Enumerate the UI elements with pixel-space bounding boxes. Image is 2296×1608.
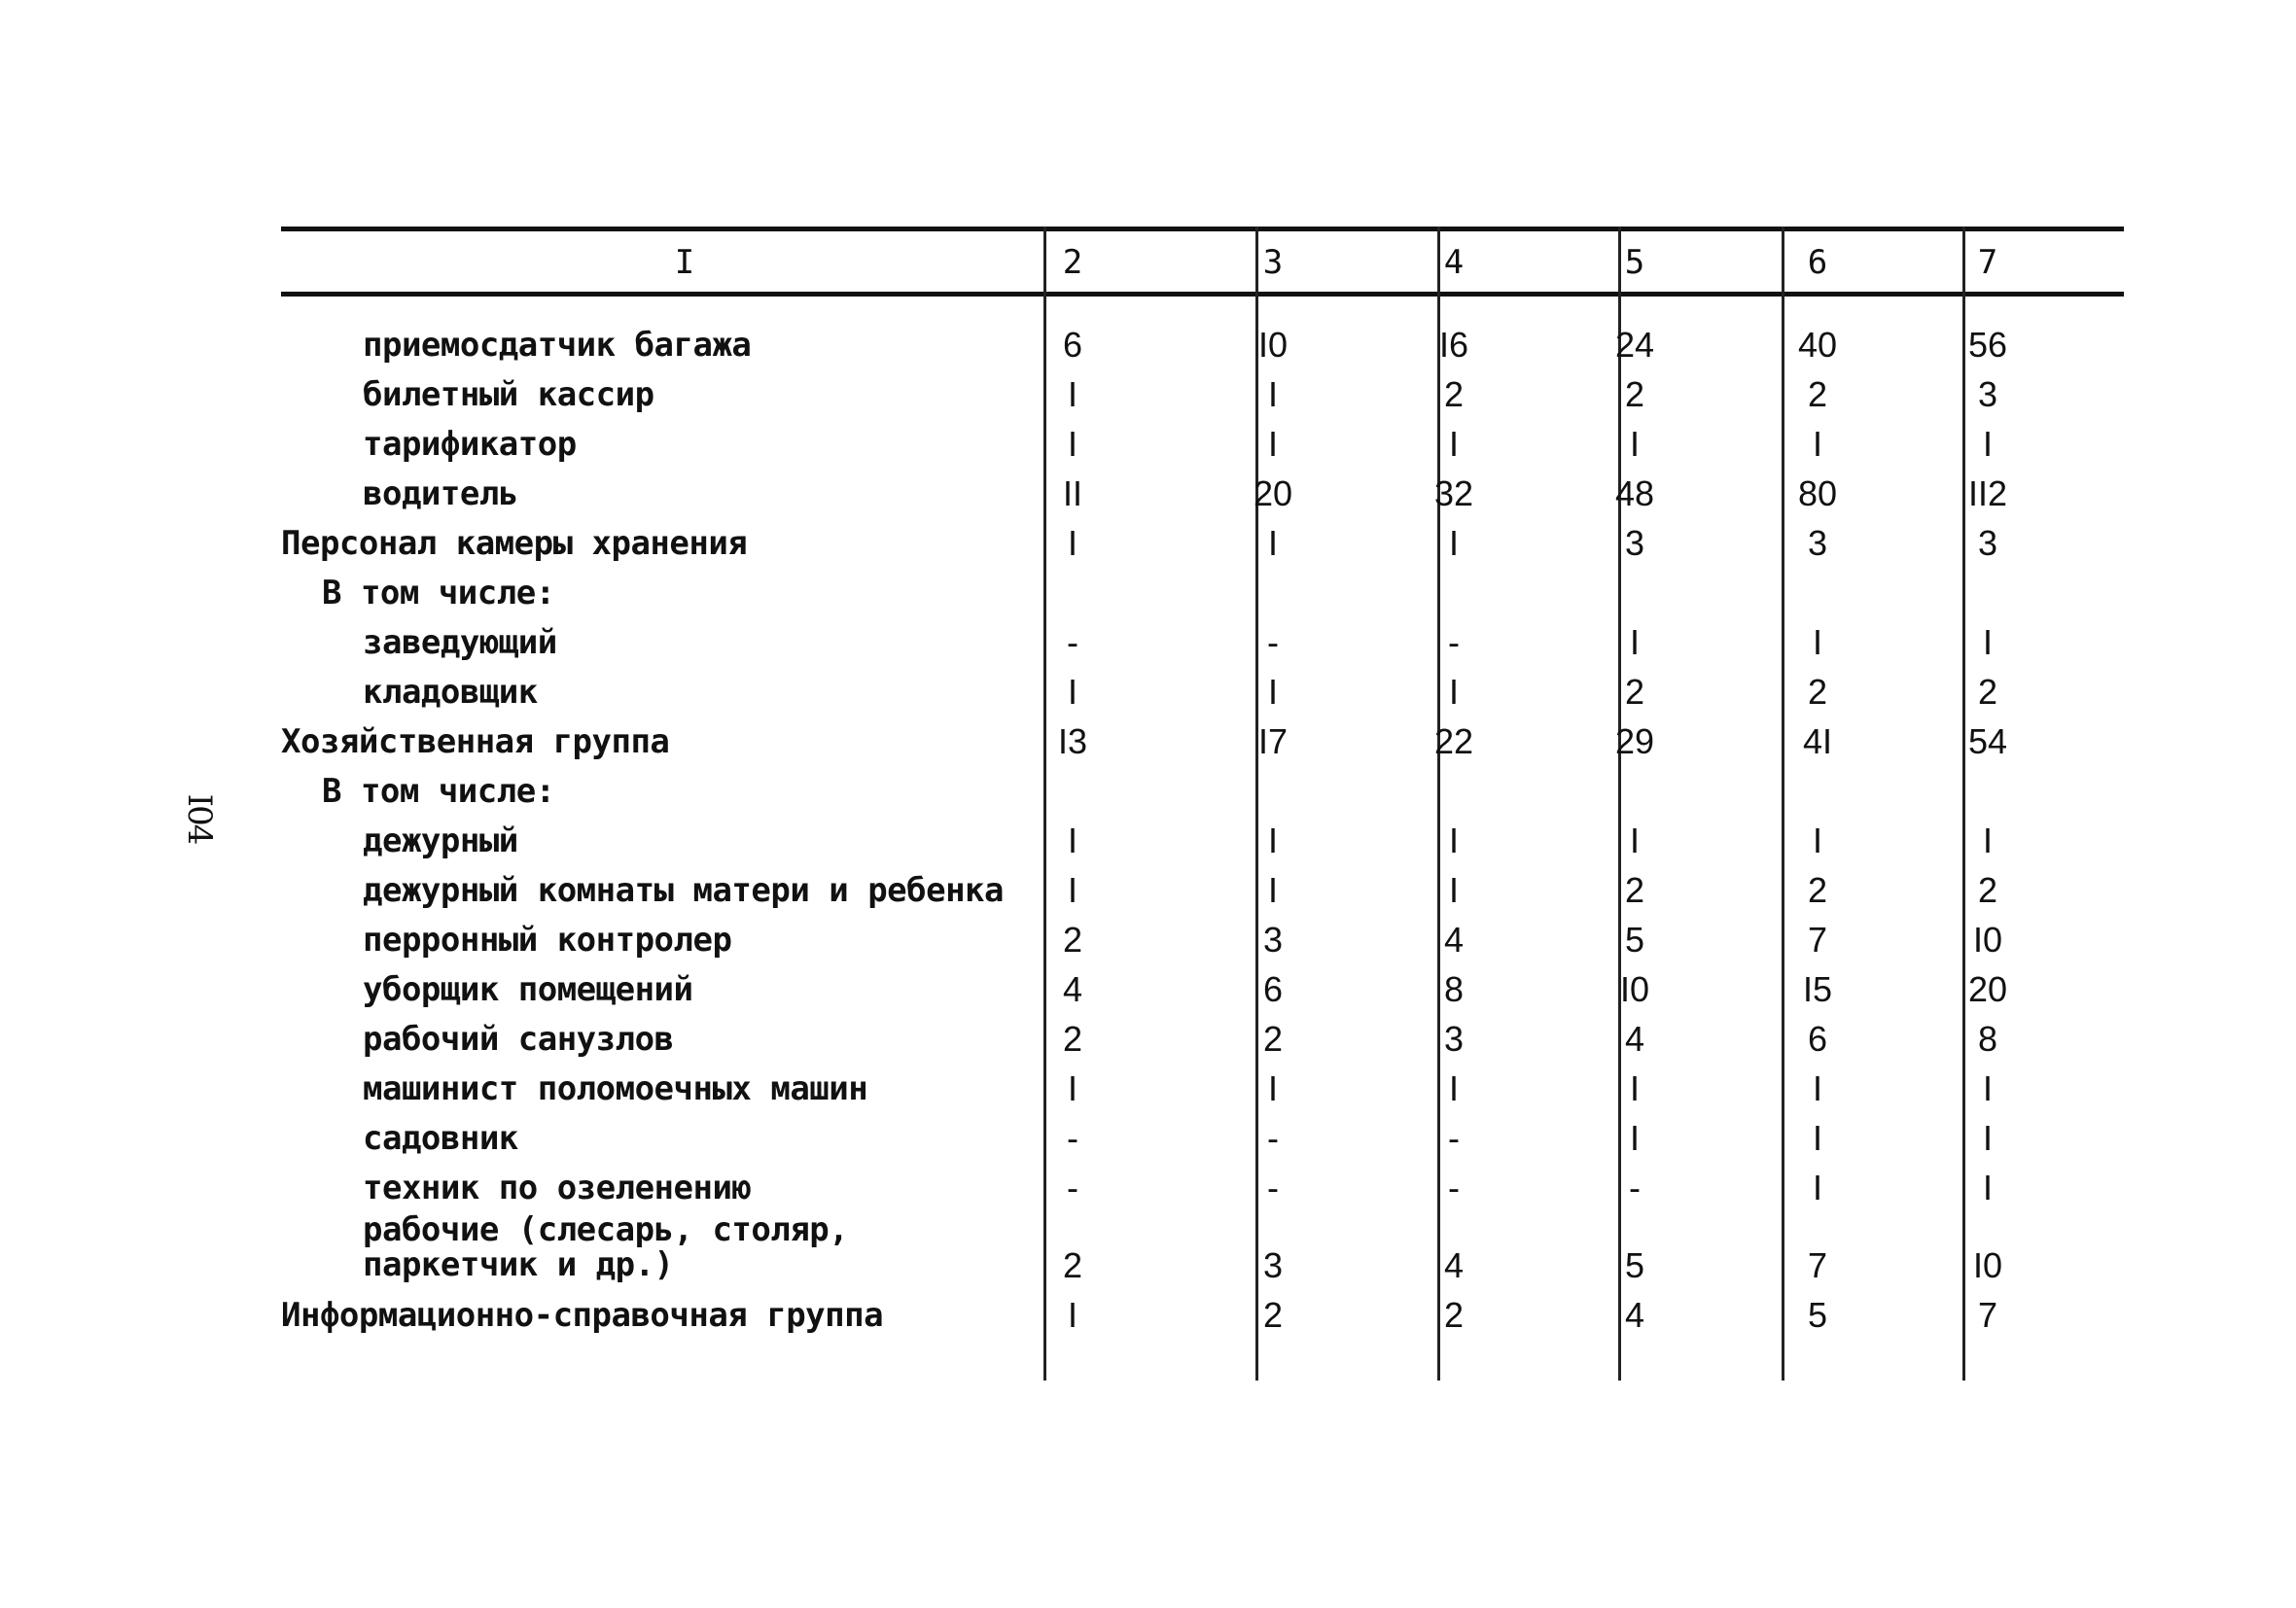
cell-col-6: 80 (1797, 472, 1838, 513)
table-row (281, 1064, 2124, 1113)
cell-col-7: I (1982, 621, 1993, 662)
cell-col-3: - (1267, 621, 1279, 662)
cell-col-2: 2 (1062, 919, 1083, 960)
table-row (281, 1014, 2124, 1064)
cell-col-7: 3 (1977, 522, 1998, 563)
cell-col-7: 3 (1977, 373, 1998, 414)
cell-col-2: I (1067, 423, 1077, 464)
cell-col-2: I (1067, 373, 1077, 414)
cell-col-5: 48 (1614, 472, 1655, 513)
row-label: водитель (363, 473, 518, 513)
cell-col-5: 5 (1624, 1244, 1645, 1285)
cell-col-6: 2 (1807, 373, 1828, 414)
row-label: В том числе: (322, 771, 555, 811)
row-label: Хозяйственная группа (281, 721, 670, 761)
cell-col-6: 5 (1807, 1294, 1828, 1335)
row-label: тарификатор (363, 424, 577, 464)
cell-col-3: 20 (1253, 472, 1293, 513)
table-row (281, 518, 2124, 568)
cell-col-3: I (1267, 1067, 1278, 1108)
cell-col-6: I (1812, 621, 1822, 662)
cell-col-4: 4 (1443, 1244, 1465, 1285)
cell-col-4: I (1448, 423, 1459, 464)
row-label: техник по озеленению (363, 1168, 752, 1207)
header-col-5: 5 (1624, 243, 1645, 282)
header-col-2: 2 (1062, 243, 1083, 282)
table-row (281, 766, 2124, 816)
cell-col-3: - (1267, 1167, 1279, 1207)
row-label: машинист поломоечных машин (363, 1068, 868, 1108)
table-row (281, 320, 2124, 369)
row-label: билетный кассир (363, 374, 654, 414)
cell-col-4: - (1448, 1117, 1460, 1158)
page-number: I04 (180, 793, 219, 844)
table-row (281, 816, 2124, 865)
table-top-rule (281, 227, 2124, 231)
cell-col-2: - (1067, 1167, 1078, 1207)
cell-col-5: I (1629, 820, 1640, 860)
row-label: заведующий (363, 622, 557, 662)
row-label: Информационно-справочная группа (281, 1295, 884, 1335)
row-label: рабочие (слесарь, столяр, паркетчик и др.) (363, 1210, 849, 1284)
cell-col-3: 2 (1262, 1018, 1284, 1059)
cell-col-3: I (1267, 373, 1278, 414)
cell-col-3: 2 (1262, 1294, 1284, 1335)
cell-col-2: - (1067, 621, 1078, 662)
cell-col-4: I6 (1438, 324, 1469, 365)
cell-col-7: I (1982, 1067, 1993, 1108)
cell-col-5: 4 (1624, 1018, 1645, 1059)
cell-col-5: 2 (1624, 869, 1645, 910)
cell-col-2: I (1067, 869, 1077, 910)
cell-col-4: 4 (1443, 919, 1465, 960)
cell-col-4: I (1448, 671, 1459, 712)
cell-col-7: 7 (1977, 1294, 1998, 1335)
table-body (281, 320, 2124, 1340)
row-label: перронный контролер (363, 920, 732, 960)
cell-col-2: I3 (1057, 720, 1088, 761)
table-row (281, 369, 2124, 419)
cell-col-2: 2 (1062, 1018, 1083, 1059)
cell-col-5: 3 (1624, 522, 1645, 563)
table-row (281, 1212, 2124, 1290)
cell-col-5: 29 (1614, 720, 1655, 761)
table-row (281, 915, 2124, 964)
table-row (281, 1163, 2124, 1212)
cell-col-5: 2 (1624, 373, 1645, 414)
cell-col-7: II2 (1967, 472, 2008, 513)
cell-col-3: I (1267, 671, 1278, 712)
cell-col-3: 3 (1262, 1244, 1284, 1285)
cell-col-3: 6 (1262, 968, 1284, 1009)
cell-col-5: 4 (1624, 1294, 1645, 1335)
cell-col-7: 54 (1967, 720, 2008, 761)
cell-col-7: I0 (1972, 1244, 2003, 1285)
header-bottom-rule (281, 292, 2124, 297)
cell-col-2: I (1067, 1294, 1077, 1335)
cell-col-7: 56 (1967, 324, 2008, 365)
cell-col-2: - (1067, 1117, 1078, 1158)
cell-col-7: I (1982, 423, 1993, 464)
row-label: Персонал камеры хранения (281, 523, 748, 563)
cell-col-7: I (1982, 1117, 1993, 1158)
cell-col-7: 8 (1977, 1018, 1998, 1059)
row-label: дежурный (363, 821, 518, 860)
cell-col-5: I0 (1619, 968, 1650, 1009)
row-label: дежурный комнаты матери и ребенка (363, 870, 1005, 910)
table-row (281, 667, 2124, 717)
cell-col-3: I0 (1257, 324, 1289, 365)
cell-col-5: I (1629, 1117, 1640, 1158)
cell-col-3: I7 (1257, 720, 1289, 761)
cell-col-4: I (1448, 1067, 1459, 1108)
cell-col-6: I (1812, 1067, 1822, 1108)
cell-col-5: I (1629, 621, 1640, 662)
cell-col-3: I (1267, 423, 1278, 464)
table-row (281, 1113, 2124, 1163)
cell-col-5: 5 (1624, 919, 1645, 960)
row-label: кладовщик (363, 672, 538, 712)
cell-col-7: 2 (1977, 671, 1998, 712)
row-label: приемосдатчик багажа (363, 325, 752, 365)
cell-col-6: I5 (1802, 968, 1833, 1009)
cell-col-4: 8 (1443, 968, 1465, 1009)
cell-col-2: I (1067, 820, 1077, 860)
cell-col-3: I (1267, 869, 1278, 910)
cell-col-3: I (1267, 522, 1278, 563)
cell-col-4: - (1448, 1167, 1460, 1207)
cell-col-2: I (1067, 671, 1077, 712)
header-col-7: 7 (1977, 243, 1998, 282)
cell-col-6: I (1812, 820, 1822, 860)
table-row (281, 419, 2124, 469)
cell-col-5: I (1629, 1067, 1640, 1108)
cell-col-4: 2 (1443, 1294, 1465, 1335)
cell-col-2: II (1062, 472, 1082, 513)
cell-col-6: 40 (1797, 324, 1838, 365)
cell-col-4: I (1448, 522, 1459, 563)
cell-col-4: 32 (1433, 472, 1474, 513)
table-row (281, 964, 2124, 1014)
cell-col-7: I0 (1972, 919, 2003, 960)
header-col-6: 6 (1807, 243, 1828, 282)
table-row (281, 469, 2124, 518)
cell-col-7: 2 (1977, 869, 1998, 910)
cell-col-3: - (1267, 1117, 1279, 1158)
row-label: В том числе: (322, 573, 555, 612)
cell-col-2: I (1067, 522, 1077, 563)
cell-col-4: I (1448, 820, 1459, 860)
table-row (281, 1290, 2124, 1340)
row-label: уборщик помещений (363, 969, 693, 1009)
cell-col-2: 6 (1062, 324, 1083, 365)
header-col-1: I (674, 243, 695, 282)
table-row (281, 717, 2124, 766)
cell-col-4: 22 (1433, 720, 1474, 761)
cell-col-4: 2 (1443, 373, 1465, 414)
cell-col-6: I (1812, 1167, 1822, 1207)
cell-col-5: 2 (1624, 671, 1645, 712)
cell-col-6: I (1812, 1117, 1822, 1158)
cell-col-5: - (1629, 1167, 1641, 1207)
cell-col-2: I (1067, 1067, 1077, 1108)
table-row (281, 568, 2124, 617)
cell-col-7: 20 (1967, 968, 2008, 1009)
header-col-4: 4 (1443, 243, 1465, 282)
cell-col-2: 4 (1062, 968, 1083, 1009)
header-col-3: 3 (1262, 243, 1284, 282)
cell-col-7: I (1982, 820, 1993, 860)
cell-col-3: I (1267, 820, 1278, 860)
cell-col-6: 3 (1807, 522, 1828, 563)
table-row (281, 617, 2124, 667)
staff-table (281, 224, 2124, 1381)
cell-col-6: 7 (1807, 919, 1828, 960)
table-row (281, 865, 2124, 915)
cell-col-4: 3 (1443, 1018, 1465, 1059)
row-label: садовник (363, 1118, 518, 1158)
cell-col-3: 3 (1262, 919, 1284, 960)
cell-col-4: - (1448, 621, 1460, 662)
cell-col-2: 2 (1062, 1244, 1083, 1285)
row-label: рабочий санузлов (363, 1019, 674, 1059)
cell-col-6: 2 (1807, 869, 1828, 910)
cell-col-6: 4I (1802, 720, 1833, 761)
cell-col-7: I (1982, 1167, 1993, 1207)
cell-col-6: 2 (1807, 671, 1828, 712)
cell-col-4: I (1448, 869, 1459, 910)
cell-col-6: 7 (1807, 1244, 1828, 1285)
cell-col-5: I (1629, 423, 1640, 464)
cell-col-6: 6 (1807, 1018, 1828, 1059)
cell-col-5: 24 (1614, 324, 1655, 365)
cell-col-6: I (1812, 423, 1822, 464)
